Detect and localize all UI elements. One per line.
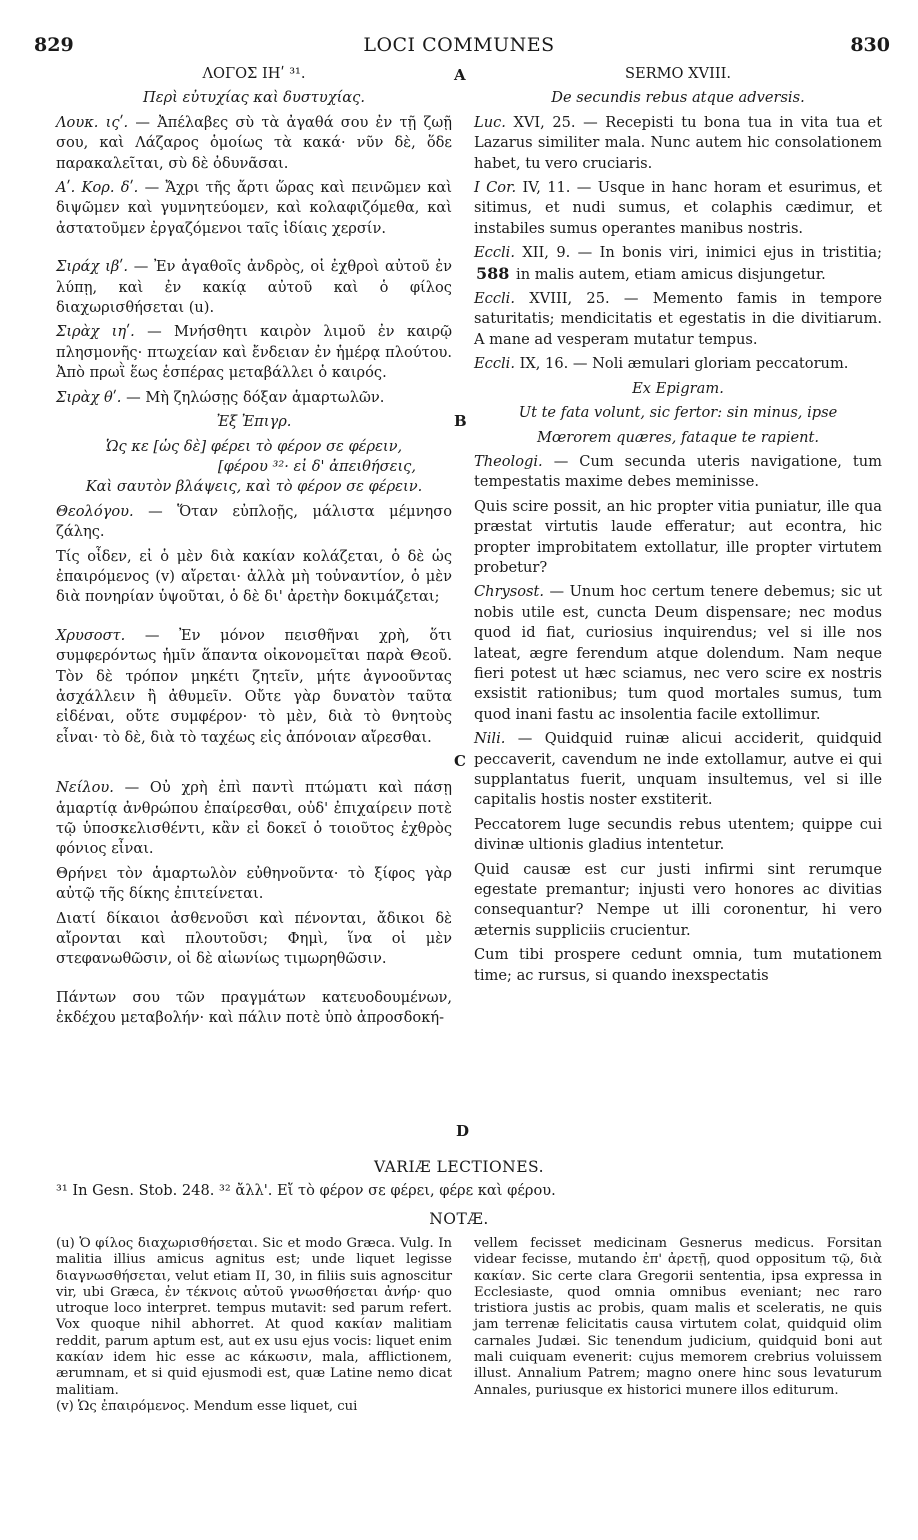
variae-lectiones-text: ³¹ In Gesn. Stob. 248. ³² ἄλλ'. Εἴ τὸ φέρον σε φέρει, φέρε καὶ φέρου. xyxy=(56,1182,556,1199)
variae-lectiones-heading: VARIÆ LECTIONES. xyxy=(373,1158,545,1176)
greek-epigram-heading: Ἐξ Ἐπιγρ. xyxy=(216,413,292,431)
latin-epigram-line: Ut te fata volunt, sic fertor: sin minus, ipse xyxy=(518,404,838,422)
latin-paragraph: Theologi. — Cum secunda uteris navigatione, tum tempestatis maxime debes meminisse. xyxy=(474,452,883,491)
latin-paragraph: Eccli. XVIII, 25. — Memento famis in tempore saturitatis; mendicitatis et egestatis in die divitiarum. A mane ad vesperam mutatur tempus. xyxy=(474,290,882,348)
greek-paragraph: Σιρὰχ ιηʹ. — Μνήσθητι καιρὸν λιμοῦ ἐν καιρῷ πλησμονῆς· πτωχείαν καὶ ἔνδειαν ἐν ἡμέρᾳ πλούτου. Ἀπὸ πρωῒ ἕως ἑσπέρας μεταβάλλει ὁ καιρός. xyxy=(56,323,452,382)
latin-heading: SERMO XVIII. xyxy=(624,65,732,82)
notes-column-left xyxy=(56,1236,452,1415)
greek-paragraph: Λουκ. ιςʹ. — Ἀπέλαβες σὺ τὰ ἀγαθά σου ἐν τῇ ζωῇ σου, καὶ Λάζαρος ὁμοίως τὰ κακά· νῦν δὲ, ὅδε παρακαλεῖται, σὺ δὲ ὀδυνᾶσαι. xyxy=(56,113,453,172)
latin-paragraph: Luc. XVI, 25. — Recepisti tu bona tua in vita tua et Lazarus similiter mala. Nunc autem hic consolationem habet, tu vero cruciaris. xyxy=(474,113,882,172)
greek-paragraph: Διατί δίκαιοι ἀσθενοῦσι καὶ πένονται, ἄδικοι δὲ αἴρονται καὶ πλουτοῦσι; Φημὶ, ἵνα οἱ μὲν στεφανωθῶσιν, οἱ δὲ αἰωνίως τιμωρηθῶσιν. xyxy=(56,909,452,968)
latin-paragraph: I Cor. IV, 11. — Usque in hanc horam et esurimus, et sitimus, et nudi sumus, et colaphis cædimur, et instabiles sumus operantes manibus nostris. xyxy=(474,179,882,237)
greek-heading: ΛΟΓΟΣ ΙΗʹ ³¹. xyxy=(202,65,306,82)
latin-paragraph: Quis scire possit, an hic propter vitia puniatur, ille qua præstat virtutis laude efferatur; aut econtra, hic propter improbitatem extollatur, ille propter virtutem probetur? xyxy=(474,497,882,576)
greek-epigram-line: Ὡς κε [ὡς δὲ] φέρει τὸ φέρον σε φέρειν, xyxy=(105,437,403,455)
greek-paragraph: Πάντων σου τῶν πραγμάτων κατευοδουμένων, ἐκδέχου μεταβολήν· καὶ πάλιν ποτὲ ὑπὸ ἀπροσδοκή- xyxy=(56,988,452,1027)
latin-paragraph: Peccatorem luge secundis rebus utentem; quippe cui divinæ ultionis gladius intentetur. xyxy=(474,815,882,854)
latin-epigram-line: Mœrorem quæres, fataque te rapient. xyxy=(536,428,820,446)
page-number-right: 830 xyxy=(850,34,890,56)
greek-paragraph: Τίς οἶδεν, εἰ ὁ μὲν διὰ κακίαν κολάζεται, ὁ δὲ ὡς ἐπαιρόμενος (v) αἴρεται· ἀλλὰ μὴ τοὐναντίον, ὁ μὲν διὰ πονηρίαν ὑψοῦται, ὁ δὲ δι' ἀρετὴν δοκιμάζεται; xyxy=(56,547,452,606)
column-marker-b: B xyxy=(454,412,467,430)
greek-paragraph: Θρήνει τὸν ἁμαρτωλὸν εὐθηνοῦντα· τὸ ξίφος γὰρ αὐτῷ τῆς δίκης ἐπιτείνεται. xyxy=(56,864,452,903)
note-paragraph: vellem fecisset medicinam Gesnerus medicus. Forsitan videar fecisse, mutando ἐπ' ἀρετῇ, quod oppositum τῷ, διὰ κακίαν. Sic certe clara Gregorii sententia, ipsa expressa in Ecclesiaste, quod omnia omnibus eveniant; nec raro tristiora justis ac probis, quam malis et sceleratis, ne quis jam terrenæ felicitatis causa virtutem colat, quidquid olim carnales Judæi. Sic tenendum judicium, quidquid boni aut mali cuiquam evenerit: cujus memorem crebrius voluissem illust. Annalium Patrem; magno onere hinc sous levaturum Annales, puriusque ex historici munere illos editurum. xyxy=(474,1236,882,1398)
note-paragraph: (u) Ὁ φίλος διαχωρισθήσεται. Sic et modo Græca. Vulg. In malitia illius amicus agnitus est; unde liquet legisse διαγνωσθήσεται, velut etiam II, 30, in filiis suis agnoscitur vir, ubi Græca, ἐν τέκνοις αὐτοῦ γνωσθήσεται ἀνήρ· quo utroque loco interpret. tempus mutavit: sed parum refert. Vox quoque nihil abhorret. At quod κακίαν malitiam reddit, parum aptum est, aut ex usu ejus vocis: liquet enim κακίαν idem hic esse ac κάκωσιν, mala, afflictionem, ærumnam, et si quid ejusmodi est, quæ Latine nemo dicat malitiam. xyxy=(56,1236,452,1398)
greek-paragraph: Νείλου. — Οὐ χρὴ ἐπὶ παντὶ πτώματι καὶ πάσῃ ἁμαρτίᾳ ἀνθρώπου ἐπαίρεσθαι, οὐδ' ἐπιχαίρειν ποτὲ τῷ ὑποσκελισθέντι, κἂν εἰ δοκεῖ ὁ τοιοῦτος ἐχθρὸς φόνιος εἶναι. xyxy=(56,779,452,858)
latin-paragraph: Chrysost. — Unum hoc certum tenere debemus; sic ut nobis utile est, cuncta Deum dispensare; nec modus quod id fiat, curiosius inquirendus; vel si ille nos lateat, ægre ferendum atque dolendum. Nam neque fieri potest ut hæc sciamus, nec vero scire ex nostris exsistit rationibus; tum quod mortales sumus, tum quod inani fastu ac insolentia facile extollimur. xyxy=(474,583,883,723)
running-header xyxy=(0,34,918,60)
column-marker-a: A xyxy=(454,66,466,84)
latin-paragraph: Cum tibi prospere cedunt omnia, tum mutationem time; ac rursus, si quando inexspectatis xyxy=(474,946,882,984)
greek-paragraph: Αʹ. Κορ. δʹ. — Ἄχρι τῆς ἄρτι ὥρας καὶ πεινῶμεν καὶ διψῶμεν καὶ γυμνητεύομεν, καὶ κολαφιζόμεθα, καὶ ἀστατοῦμεν ἐργαζόμενοι ταῖς ἰδίαις χερσίν. xyxy=(56,179,452,237)
latin-column xyxy=(474,64,882,990)
page-number-left: 829 xyxy=(34,34,74,56)
column-marker-d: D xyxy=(456,1122,470,1140)
latin-paragraph: Quid causæ est cur justi infirmi sint rerumque egestate premantur; injusti vero honores ac divitias consequantur? Nempe ut illi coronentur, hi vero æternis suppliciis crucientur. xyxy=(474,860,882,939)
greek-subheading: Περὶ εὐτυχίας καὶ δυστυχίας. xyxy=(143,89,365,107)
greek-paragraph: Σιρὰχ θʹ. — Μὴ ζηλώσῃς δόξαν ἁμαρτωλῶν. xyxy=(56,388,385,406)
greek-column xyxy=(56,64,452,1033)
latin-epigram-heading: Ex Epigram. xyxy=(632,379,724,397)
greek-paragraph: Χρυσοστ. — Ἐν μόνον πεισθῆναι χρὴ, ὅτι συμφερόντως ἡμῖν ἅπαντα οἰκονομεῖται παρὰ Θεοῦ. Τὸν δὲ τρόπον μηκέτι ζητεῖν, μήτε ἀγνοοῦντας ἀσχάλλειν ἢ ἀθυμεῖν. Οὔτε γὰρ δυνατὸν ταῦτα εἰδέναι, οὔτε συμφέρον· τὸ μὲν, διὰ τὸ θνητοὺς εἶναι· τὸ δὲ, διὰ τὸ ταχέως εἰς ἀπόνοιαν αἴρεσθαι. xyxy=(56,626,452,746)
latin-paragraph: Eccli. IX, 16. — Noli æmulari gloriam peccatorum. xyxy=(474,355,849,373)
greek-paragraph: Σιράχ ιβʹ. — Ἐν ἀγαθοῖς ἀνδρὸς, οἱ ἐχθροὶ αὐτοῦ ἐν λύπῃ, καὶ ἐν κακίᾳ αὐτοῦ καὶ ὁ φίλος διαχωρισθήσεται (u). xyxy=(56,258,452,317)
notae-heading: NOTÆ. xyxy=(429,1210,489,1228)
greek-epigram-line: [φέρου ³²· εἰ δ' ἀπειθήσεις, xyxy=(217,457,416,475)
note-paragraph: (v) Ὡς ἐπαιρόμενος. Mendum esse liquet, cui xyxy=(56,1398,358,1414)
latin-subheading: De secundis rebus atque adversis. xyxy=(551,89,805,107)
greek-paragraph: Θεολόγου. — Ὅταν εὐπλοῇς, μάλιστα μέμνησο ζάλης. xyxy=(56,502,452,541)
column-marker-c: C xyxy=(454,752,466,770)
running-title: LOCI COMMUNES xyxy=(363,34,555,56)
page-reference-number: 588 xyxy=(476,263,510,283)
greek-epigram-line: Καὶ σαυτὸν βλάψεις, καὶ τὸ φέρον σε φέρειν. xyxy=(85,478,423,496)
notes-column-right xyxy=(474,1236,882,1399)
latin-paragraph: Eccli. XII, 9. — In bonis viri, inimici ejus in tristitia; 588 in malis autem, etiam amicus disjungetur. xyxy=(474,244,882,283)
latin-paragraph: Nili. — Quidquid ruinæ alicui acciderit, quidquid peccaverit, cavendum ne inde extollamur, autve ei qui supplantatus fuerit, unquam insultemus, vel si ille capitalis hostis noster exstiterit. xyxy=(474,730,883,809)
